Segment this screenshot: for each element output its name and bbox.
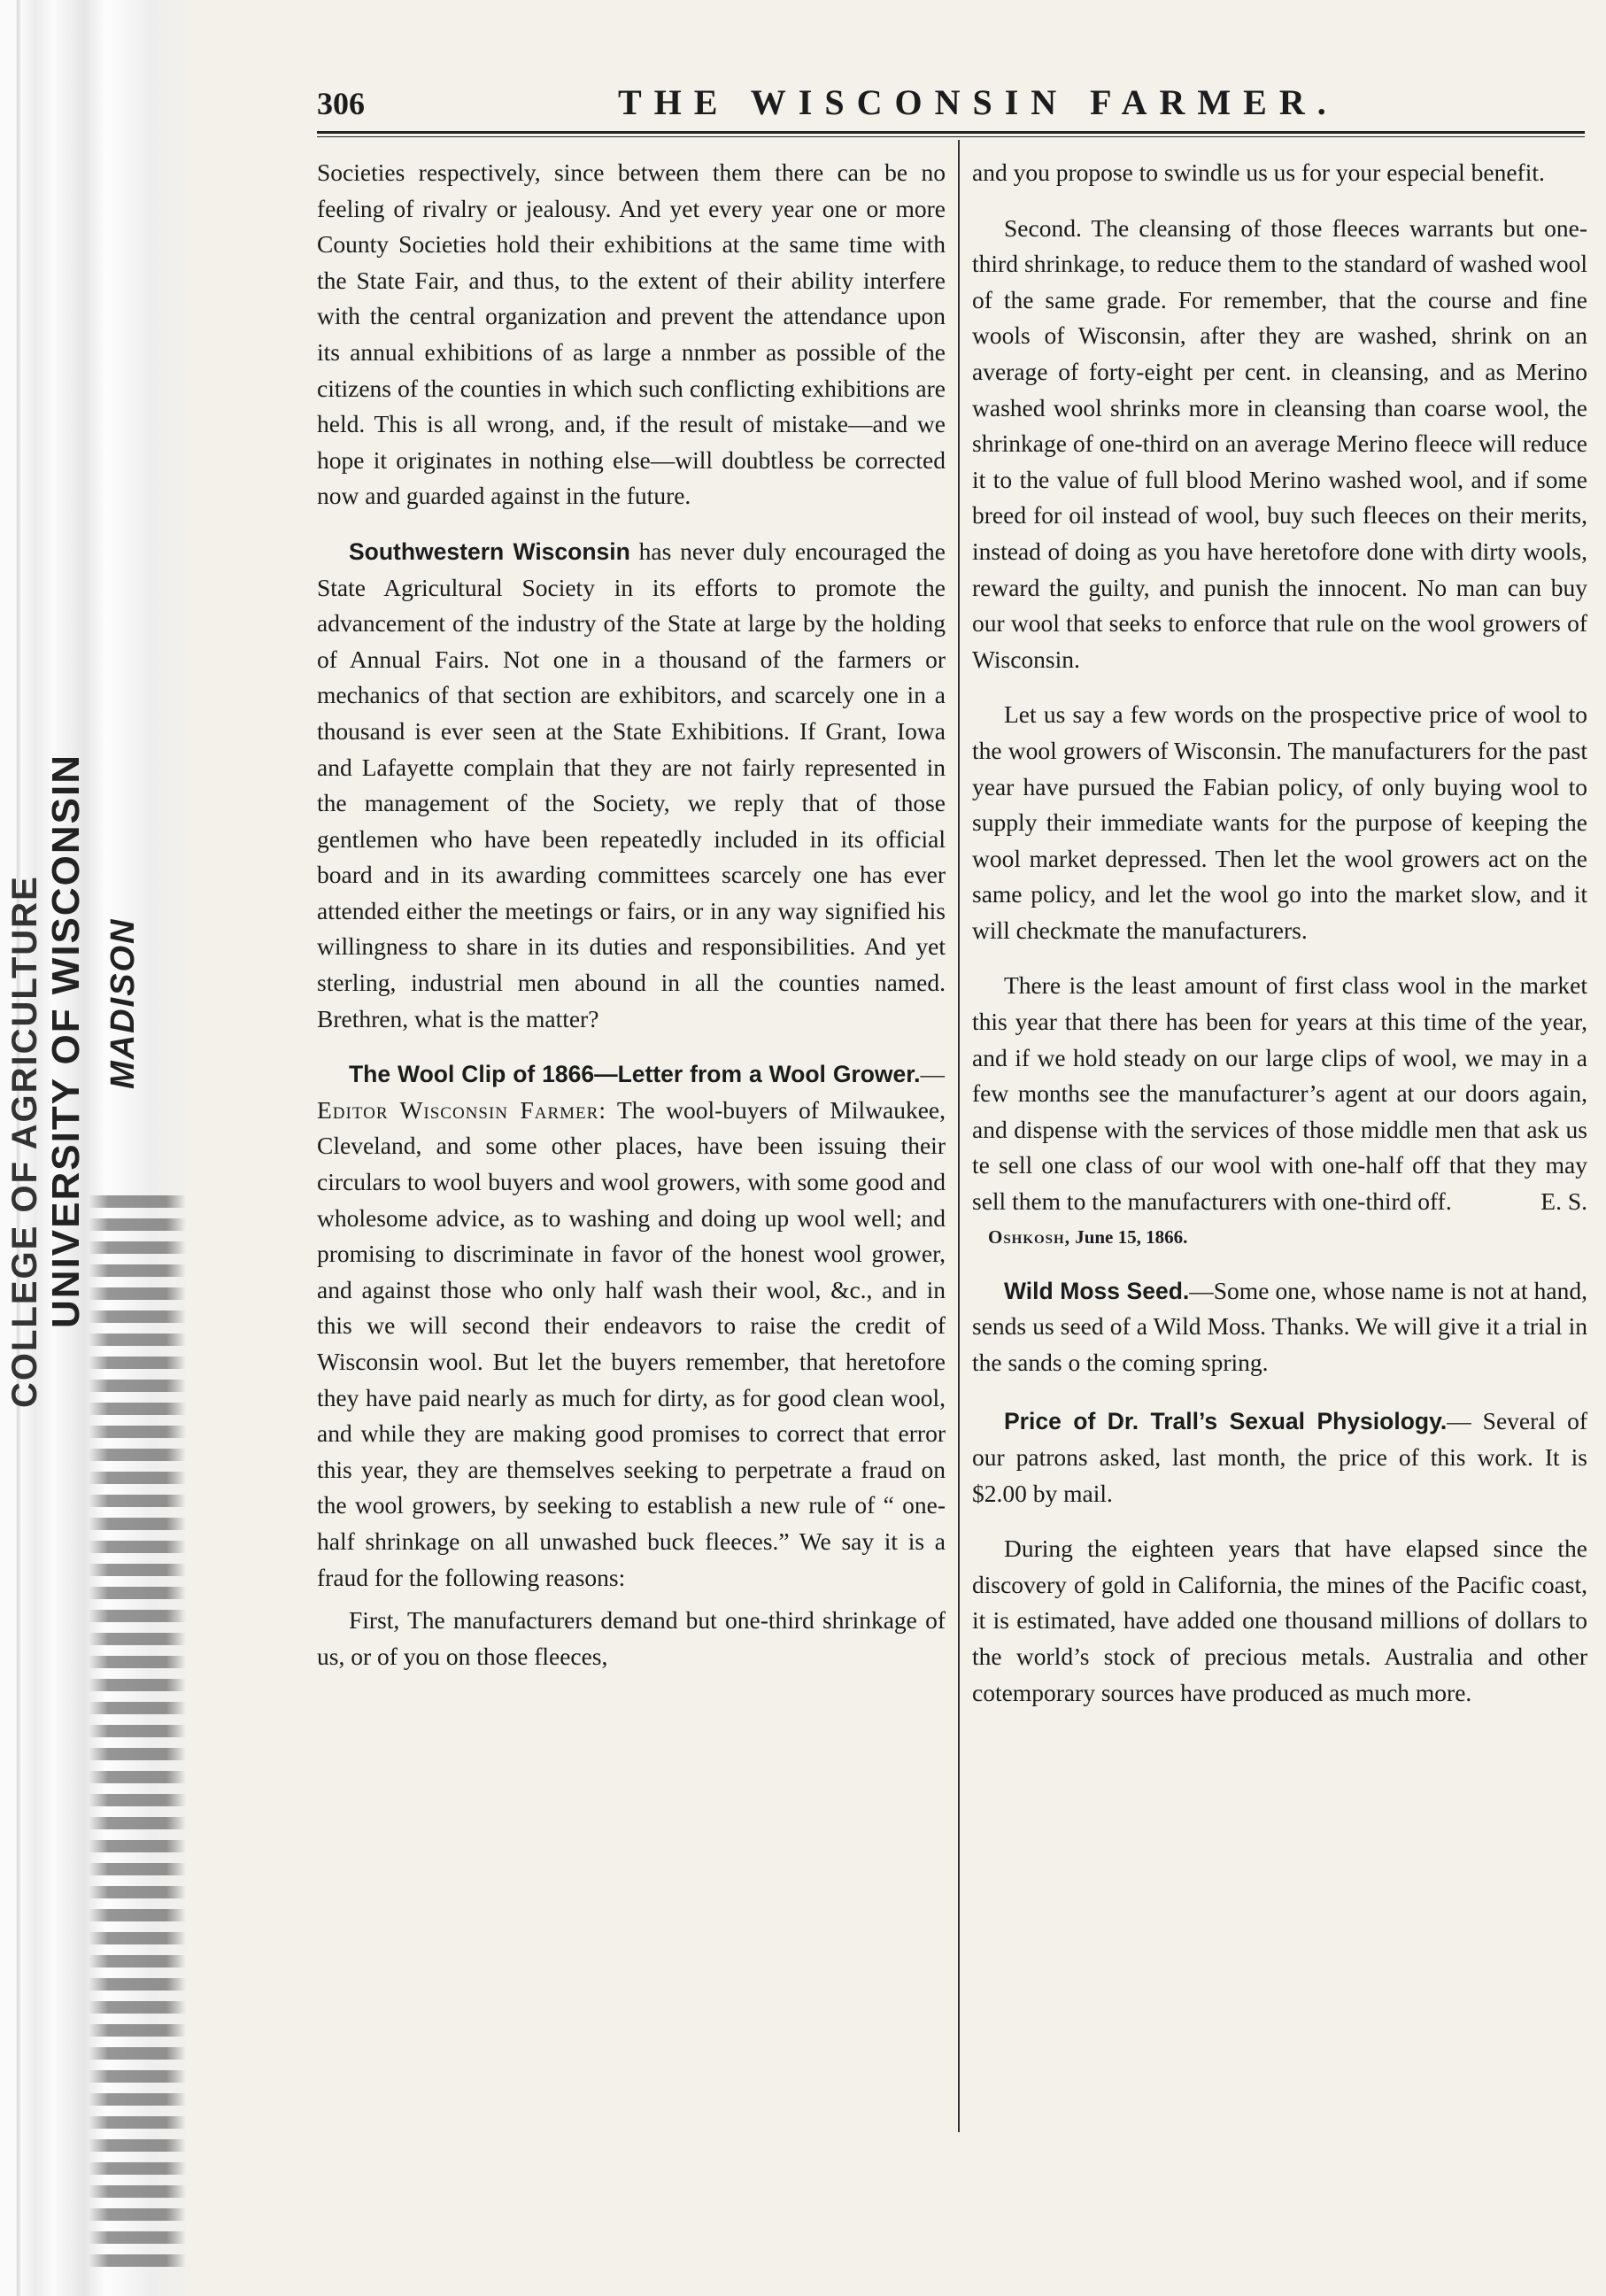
heading-southwestern-wisconsin: Southwestern Wisconsin — [349, 537, 630, 565]
trall-body: — Several of our patrons asked, last month, the price of this work. It is $2.00 by mail. — [972, 1407, 1587, 1507]
heading-wild-moss-seed: Wild Moss Seed. — [1004, 1277, 1190, 1304]
column-divider — [958, 140, 960, 2132]
paragraph-wild-moss — [972, 1273, 1587, 1381]
binding-strip — [0, 0, 190, 2296]
wool-clip-body: The wool-buyers of Milwaukee, Cleveland, and some other places, have been issuing their circulars to wool buyers and wool growers, with some good and wholesome advice, as to washing and doing up wool well; and promising to discriminate in favor of the honest wool grower, and against those who only half wash their wool, &c., and in this we will second their endeavors to raise the credit of Wisconsin wool. But let the buyers remember, that heretofore they have paid nearly as much for dirty, as for good clean wool, and while they are making good promises to correct that error this year, they are themselves seeking to perpetrate a fraud on the wool growers, by seeking to establish a new rule of “ one-half shrinkage on all unwashed buck fleeces.” We say it is a fraud for the following reasons: — [317, 1095, 946, 1591]
library-stamp-city: MADISON — [104, 917, 142, 1089]
letter-signature: E. S. — [1540, 1187, 1587, 1216]
wild-moss-body: —Some one, whose name is not at hand, sends us seed of a Wild Moss. Thanks. We will give it a trial in the sands o the coming spring. — [972, 1276, 1588, 1376]
editor-salutation: —Editor Wisconsin Farmer: — [317, 1060, 946, 1124]
paragraph-gold: During the eighteen years that have elapsed since the discovery of gold in California, the mines of the Pacific coast, it is estimated, have added one thousand millions of dollars to the world’s stock of precious metals. Australia and other cotemporary sources have produced as much more. — [972, 1535, 1587, 1706]
letter-dateline — [972, 1224, 1587, 1250]
page-number: 306 — [317, 86, 365, 121]
paragraph-wool-clip — [317, 1056, 946, 1596]
paragraph-trall — [972, 1403, 1587, 1511]
heading-wool-clip: The Wool Clip of 1866—Letter from a Wool Grower. — [349, 1061, 921, 1088]
paragraph-continued: and you propose to swindle us us for your especial benefit. — [972, 158, 1545, 186]
left-column — [317, 155, 946, 1674]
paragraph-least-amount — [972, 968, 1587, 1219]
least-amount-body: There is the least amount of first class wool in the market this year that there has been for years at this time of the year, and if we hold steady on our large clips of wool, we may in a few months see the manufacturer’s agent at our doors again, and dispense with the services of those middle men that ask us te sell one class of our wool with one-half off that they may sell them to the manufacturers with one-third off. — [972, 971, 1587, 1216]
paragraph-societies: Societies respectively, since between them there can be no feeling of rivalry or jealousy. And yet every year one or more County Societies hold their exhibitions at the same time with the State Fair, and thus, to the extent of their ability interfere with the central organization and prevent the attendance upon its annual exhibitions of as large a nnmber as possible of the citizens of the counties in which such conflicting exhibitions are held. This is all wrong, and, if the result of mistake—and we hope it originates in nothing else—will doubtless be corrected now and guarded against in the future. — [317, 158, 946, 510]
page-header — [317, 81, 1585, 135]
southwestern-body: has never duly encouraged the State Agricultural Society in its efforts to promote the advancement of the industry of the State at large by the holding of Annual Fairs. Not one in a thousand of the farmers or mechanics of that section are exhibitors, and scarcely one in a thousand is ever seen at the State Exhibitions. If Grant, Iowa and Lafayette complain that they are not fairly represented in the management of the Society, we reply that of those gentlemen who have been repeatedly included in its official board and in its awarding committees scarcely one has ever attended either the meetings or fairs, or in any way signified his willingness to share in its duties and responsibilities. And yet sterling, industrial men abound in all the counties named. Brethren, what is the matter? — [317, 537, 946, 1032]
paragraph-southwestern — [317, 534, 946, 1037]
stamp-texture — [89, 1195, 186, 2276]
paragraph-second-reason: Second. The cleansing of those fleeces warrants but one-third shrinkage, to reduce them to the standard of washed wool of the same grade. For remember, that the course and fine wools of Wisconsin, after they are washed, shrink on an average of forty-eight per cent. in cleansing, and as Merino washed wool shrinks more in cleansing than coarse wool, the shrinkage of one-third on an average Merino fleece will reduce it to the value of full blood Merino washed wool, and if some breed for oil instead of wool, buy such fleeces on their merits, instead of doing as you have heretofore done with dirty wools, reward the guilty, and punish the innocent. No man can buy our wool that seeks to enforce that rule on the wool growers of Wisconsin. — [972, 213, 1587, 673]
heading-trall-price: Price of Dr. Trall’s Sexual Physiology. — [1004, 1408, 1448, 1435]
library-stamp-college: COLLEGE OF AGRICULTURE — [5, 875, 44, 1408]
library-stamp-university: UNIVERSITY OF WISCONSIN — [44, 753, 88, 1328]
paragraph-prospective-price: Let us say a few words on the prospective price of wool to the wool growers of Wisconsin. The manufacturers for the past year have pursued the Fabian policy, of only buying wool to supply their immediate wants for the purpose of keeping the wool market depressed. Then let the wool growers act on the same policy, and let the wool go into the market slow, and it will checkmate the manufacturers. — [972, 700, 1587, 944]
right-column — [972, 155, 1587, 1711]
running-title: THE WISCONSIN FARMER. — [618, 82, 1339, 122]
dateline-place: Oshkosh, — [988, 1225, 1070, 1248]
header-rule — [317, 131, 1585, 137]
dateline-date: June 15, 1866. — [1069, 1225, 1188, 1248]
paragraph-first-reason: First, The manufacturers demand but one-third shrinkage of us, or of you on those fleeces, — [317, 1606, 946, 1670]
